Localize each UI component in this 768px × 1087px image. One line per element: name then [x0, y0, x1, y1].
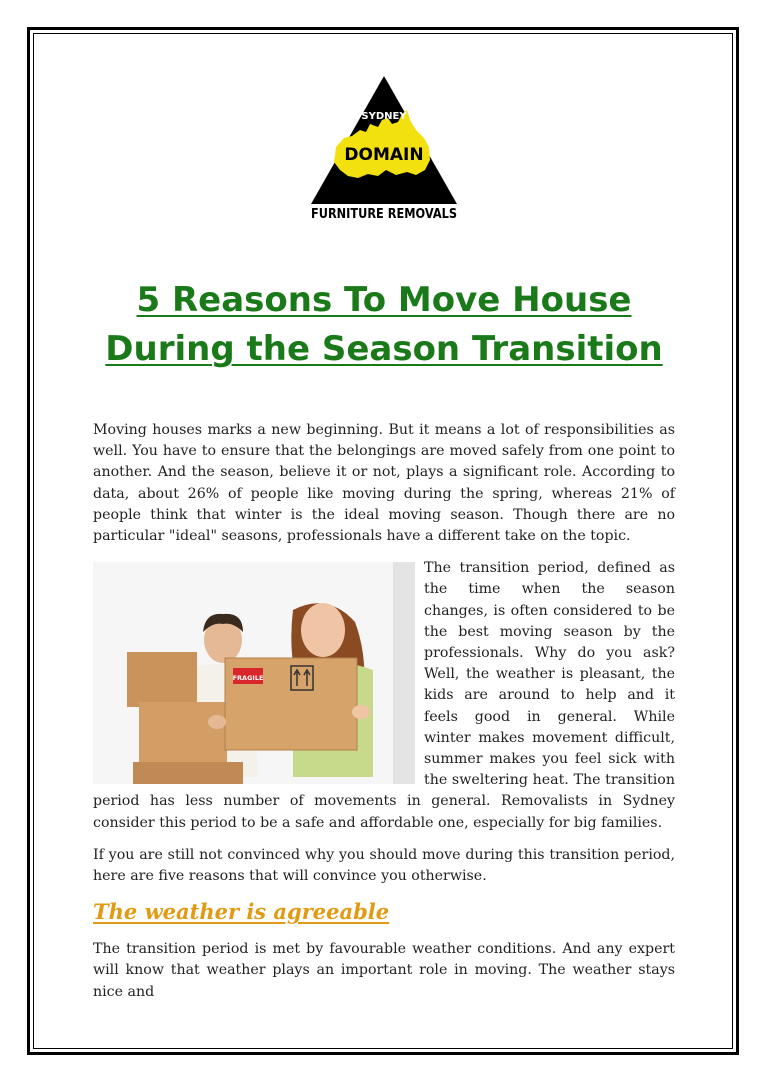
- article-body: [93, 420, 675, 1014]
- company-logo: [308, 72, 460, 224]
- transition-paragraph: The transition period, defined as the time when the season changes, is often considered to be the best moving season by the professionals. Why do you ask? Well, the weather is pleasant, the kids are around to help and it feels good in general. While winter makes movement difficult, summer makes you feel sick with the sweltering heat. The transition period has less number of movements in general. Removalists in Sydney consider this period to be a safe and affordable one, especially for big families.: [93, 560, 675, 831]
- page-title: [92, 276, 676, 374]
- convince-paragraph: If you are still not convinced why you should move during this transition period, here are five reasons that will convince you otherwise.: [93, 846, 675, 885]
- logo-furniture-removals-text: FURNITURE REMOVALS: [311, 206, 457, 222]
- weather-subheading: The weather is agreeable: [93, 899, 390, 925]
- title-line-1: 5 Reasons To Move House: [136, 280, 632, 320]
- title-line-2: During the Season Transition: [105, 329, 663, 369]
- weather-paragraph: The transition period is met by favourable weather conditions. And any expert will know that weather plays an important role in moving. The weather stays nice and: [93, 941, 675, 1000]
- movers-photo: [93, 562, 415, 784]
- fragile-label: FRAGILE: [232, 674, 264, 683]
- logo-domain-text: DOMAIN: [344, 145, 424, 165]
- logo-sydney-text: SYDNEY: [361, 111, 407, 122]
- intro-paragraph: Moving houses marks a new beginning. But it means a lot of responsibilities as well. You have to ensure that the belongings are moved safely from one point to another. And the season, believe it or not, plays a significant role. According to data, about 26% of people like moving during the spring, whereas 21% of people think that winter is the ideal moving season. Though there are no particular "ideal" seasons, professionals have a different take on the topic.: [93, 422, 675, 545]
